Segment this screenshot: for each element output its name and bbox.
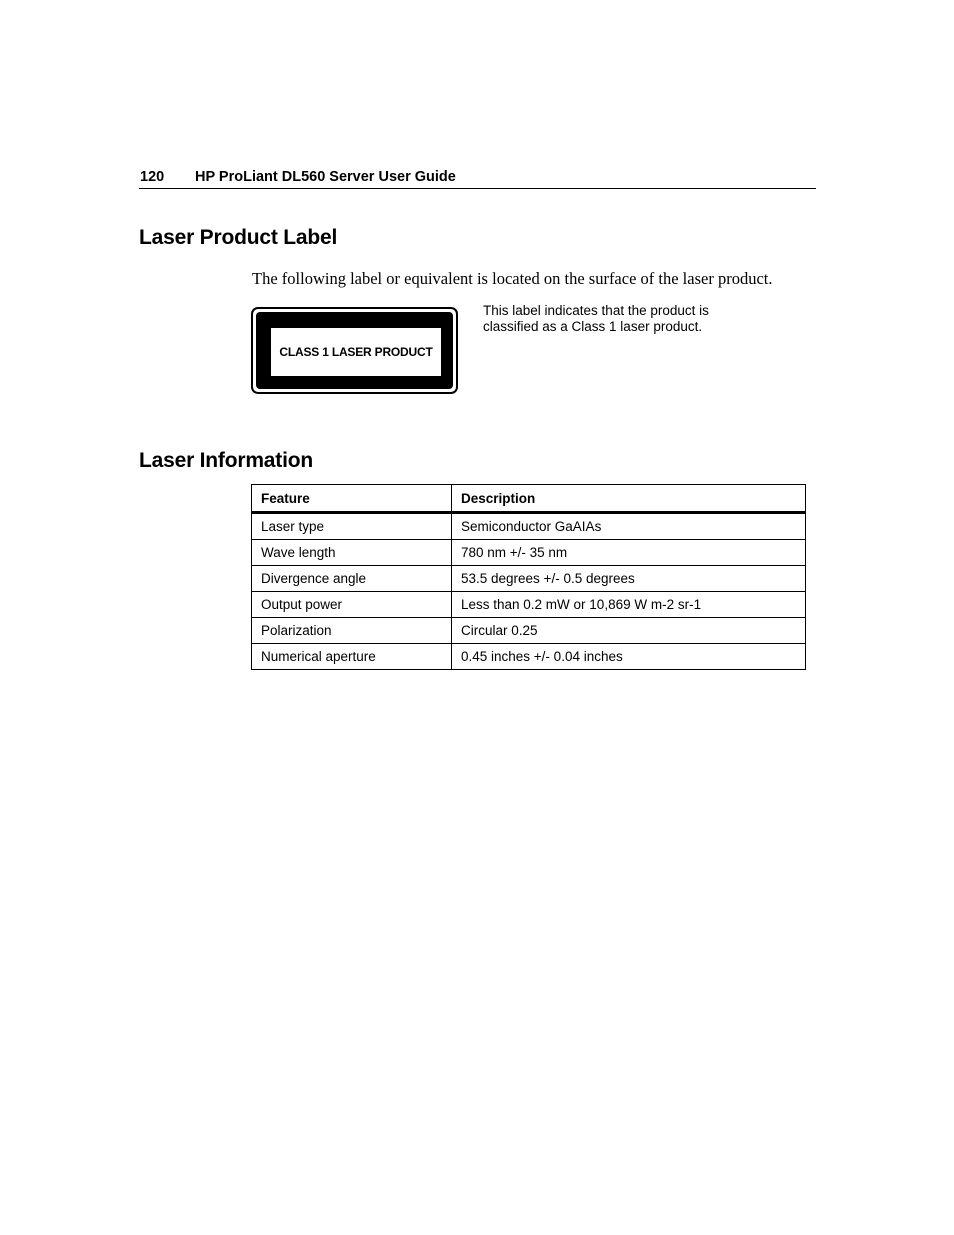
feature-cell: Polarization (252, 618, 452, 644)
laser-product-label-heading: Laser Product Label (139, 226, 338, 249)
laser-label-text: CLASS 1 LASER PRODUCT (271, 328, 441, 376)
description-cell: 53.5 degrees +/- 0.5 degrees (452, 566, 806, 592)
table-row (252, 566, 806, 592)
table-header-row (252, 485, 806, 513)
description-cell: 780 nm +/- 35 nm (452, 540, 806, 566)
laser-label-caption: This label indicates that the product is classified as a Class 1 laser product. (483, 303, 709, 334)
feature-cell: Wave length (252, 540, 452, 566)
laser-information-table (251, 484, 806, 670)
description-cell: Semiconductor GaAIAs (452, 513, 806, 540)
column-header-description: Description (452, 485, 806, 513)
column-header-feature: Feature (252, 485, 452, 513)
page-number: 120 (140, 169, 165, 185)
description-cell: Less than 0.2 mW or 10,869 W m-2 sr-1 (452, 592, 806, 618)
document-title: HP ProLiant DL560 Server User Guide (195, 169, 456, 185)
feature-cell: Output power (252, 592, 452, 618)
description-cell: 0.45 inches +/- 0.04 inches (452, 644, 806, 670)
table-row (252, 513, 806, 540)
feature-cell: Numerical aperture (252, 644, 452, 670)
table-row (252, 618, 806, 644)
description-cell: Circular 0.25 (452, 618, 806, 644)
table-row (252, 592, 806, 618)
laser-label-border (256, 312, 453, 389)
table-row (252, 644, 806, 670)
feature-cell: Divergence angle (252, 566, 452, 592)
class-1-laser-label (251, 307, 458, 394)
table-row (252, 540, 806, 566)
laser-label-intro-text: The following label or equivalent is located on the surface of the laser product. (252, 269, 773, 288)
feature-cell: Laser type (252, 513, 452, 540)
laser-information-heading: Laser Information (139, 449, 313, 472)
page-header (139, 168, 816, 189)
